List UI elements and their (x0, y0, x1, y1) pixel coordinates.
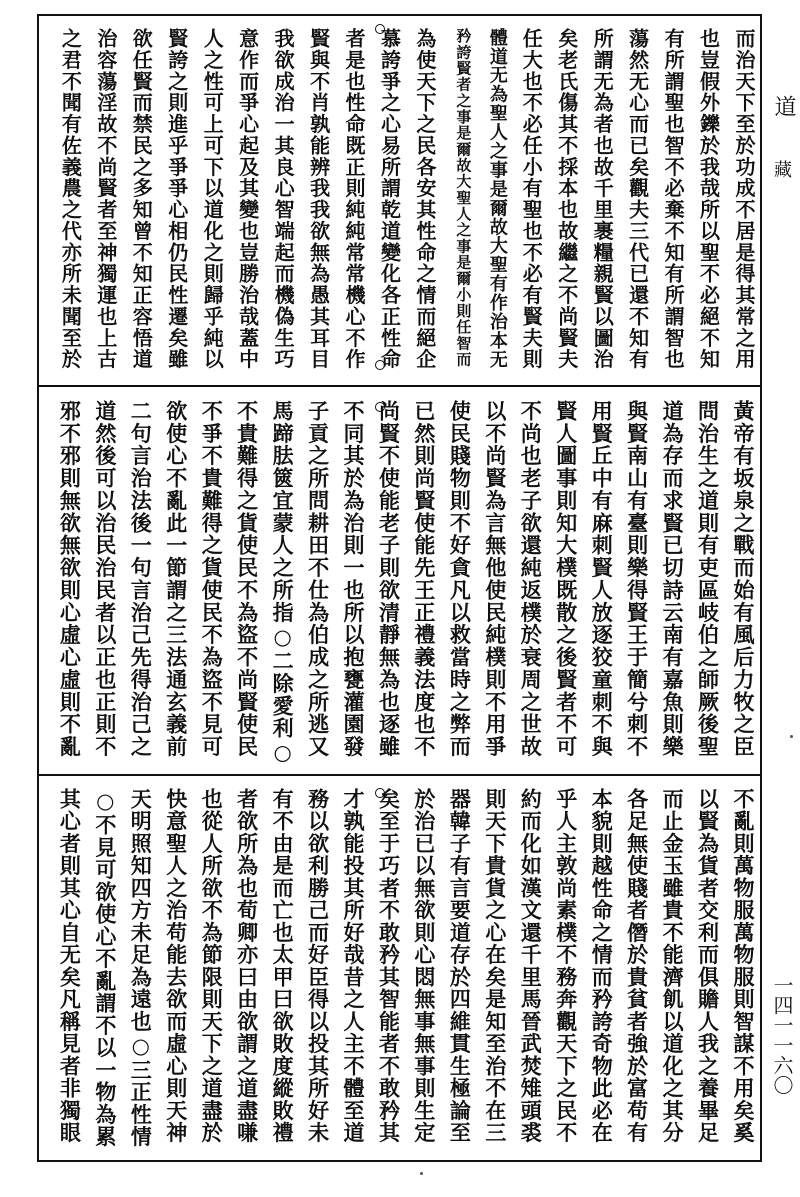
text-column: 人之性可上可下以道化之則歸乎純以 (200, 28, 225, 370)
text-column: 本貌則越性命之情而矜誇奇物此必在 (589, 788, 615, 1144)
text-column: 矣老氏傷其不採本也故繼之不尚賢夫 (554, 28, 579, 370)
panel-divider-1 (39, 385, 760, 387)
text-column: ○不見可欲使心不亂謂不以一物為累 (92, 788, 118, 1148)
text-column: 不亂則萬物服萬物服則智謀不用矣奚 (731, 788, 756, 1144)
text-column: 賢與不肖孰能辨我我欲無為愚其耳目 (306, 28, 331, 370)
stray-mark (420, 1172, 423, 1175)
text-column: 治容蕩淫故不尚賢者至神獨運也上古 (93, 28, 118, 370)
text-column: 各足無使賤者僭於貴貧者強於富苟有 (624, 788, 650, 1144)
text-column: 體道无為聖人之事是爾故大聖有作治本无 (486, 28, 508, 369)
text-column: 其心者則其心自无矣凡稱見者非獨眼 (57, 788, 83, 1144)
text-column: 也從人所欲不為節限則天下之道盡於 (199, 788, 225, 1144)
text-column: 欲使心不亂此一節謂之三法通玄義前 (163, 400, 189, 758)
text-column: 道然後可以治民治民者以正也正則不 (92, 400, 118, 758)
text-column: 不爭不貴難得之貨使民不為盜不見可 (199, 400, 225, 758)
text-column: 使民賤物則不好貪凡以救當時之弊而 (447, 400, 473, 758)
text-column: 天明照知四方未足為遠也○三正性情 (128, 788, 154, 1148)
text-column: 用賢丘中有麻刺賢人放逐狡童刺不與 (589, 400, 615, 758)
text-column: 於治已以無欲則心悶無事無事則生定 (411, 788, 437, 1144)
text-column: 以賢為貨者交利而俱贍人我之養畢足 (695, 788, 721, 1144)
text-column: 不同其於為治則一也所以抱甕灌園發 (341, 400, 367, 758)
text-column: 二句言治法後一句言治己先得治己之 (128, 400, 154, 758)
text-column: 才孰能投其所好哉昔之人主不體至道 (341, 788, 367, 1144)
text-column: 賢人圖事則知大樸既散之後賢者不可 (553, 400, 579, 758)
margin-title-char-1: 道 (771, 95, 796, 117)
text-panel-bottom (45, 788, 754, 1152)
text-column: 者欲所為也荀卿亦曰由欲謂之道盡嗛 (234, 788, 260, 1144)
text-column: 道為存而求賢已切詩云南有嘉魚則樂 (660, 400, 686, 758)
text-column: 不貴難得之貨使民不為盜不尚賢使民 (234, 400, 260, 758)
text-column: 慕誇爭之心易所謂乾道變化各正性命 (377, 28, 402, 370)
text-column: 器韓子有言要道存於四維貫生極論至 (447, 788, 473, 1144)
text-column: 以不尚賢為言無他使民純樸則不用爭 (482, 400, 508, 758)
text-column: 賢誇之則進乎爭爭心相仍民性遷矣雖 (164, 28, 189, 370)
text-column: 任大也不必任小有聖也不必有賢夫則 (519, 28, 544, 370)
text-column: 蕩然无心而已矣觀夫三代已還不知有 (625, 28, 650, 370)
margin-title-char-2: 藏 (771, 160, 792, 178)
text-column: 乎人主敦尚素樸不務奔觀天下之民不 (553, 788, 579, 1144)
text-column: 者是也性命既正則純純常常機心不作 (342, 28, 367, 370)
text-column: 之君不聞有佐義農之代亦所未聞至於 (58, 28, 83, 370)
stray-mark (790, 735, 793, 738)
text-column: 為使天下之民各安其性命之情而絕企 (412, 28, 437, 370)
text-column: 邪不邪則無欲無欲則心虛心虛則不亂 (57, 400, 83, 758)
text-column: 不尚也老子欲還純返樸於衰周之世故 (518, 400, 544, 758)
text-column: 所謂无為者也故千里裹糧親賢以圖治 (590, 28, 615, 370)
margin-title-top (768, 95, 799, 117)
text-column: 子貢之所問耕田不仕為伯成之所逃又 (305, 400, 331, 758)
text-column: 與賢南山有臺則樂得賢王于簡兮刺不 (624, 400, 650, 758)
text-column: 馬蹄胠篋宜蒙人之所指○二除愛利○ (270, 400, 296, 766)
margin-title-second (768, 160, 794, 178)
text-column: 快意聖人之治苟能去欲而虛心則天神 (163, 788, 189, 1144)
panel-divider-2 (39, 774, 760, 776)
text-column: 而止金玉雖貴不能濟飢以道化之其分 (660, 788, 686, 1144)
text-column: 尚賢不使能老子則欲清靜無為也逐雖 (376, 400, 402, 758)
text-column: 而治天下至於功成不居是得其常之用 (732, 28, 756, 370)
text-column: 約而化如漢文還千里馬晉武焚雉頭裘 (518, 788, 544, 1144)
text-column: 黃帝有坂泉之戰而始有風后力牧之臣 (731, 400, 756, 758)
text-column: 我欲成治一其良心智端起而機偽生巧 (271, 28, 296, 370)
text-column: 欲任賢而禁民之多知曾不知正容悟道 (129, 28, 154, 370)
text-column: 務以欲利勝己而好臣得以投其所好未 (305, 788, 331, 1144)
text-column: 則天下貴貨之心在矣是知至治不在三 (482, 788, 508, 1144)
page-number-text: 一四一一六〇 (770, 975, 794, 1095)
text-column: 有不由是而亡也太甲曰欲敗度縱敗禮 (270, 788, 296, 1144)
text-column: 有所謂聖也智不必棄不知有所謂智也 (661, 28, 686, 370)
text-column: 意作而爭心起及其變也豈勝治哉蓋中 (235, 28, 260, 370)
text-column: 矜誇賢者之事是爾故大聖人之事是爾小則任智而 (454, 28, 473, 368)
text-column: 已然則尚賢使能先王正禮義法度也不 (411, 400, 437, 758)
text-column: 矣至于巧者不敢矜其智能者不敢矜其 (376, 788, 402, 1144)
text-column: 問治生之道則有吏區岐伯之師厥後聖 (695, 400, 721, 758)
text-panel-middle (45, 400, 754, 766)
text-panel-top (45, 28, 754, 378)
text-frame (37, 14, 762, 1162)
page-number (768, 975, 797, 1095)
text-column: 也豈假外鑠於我哉所以聖不必絕不知 (696, 28, 721, 370)
